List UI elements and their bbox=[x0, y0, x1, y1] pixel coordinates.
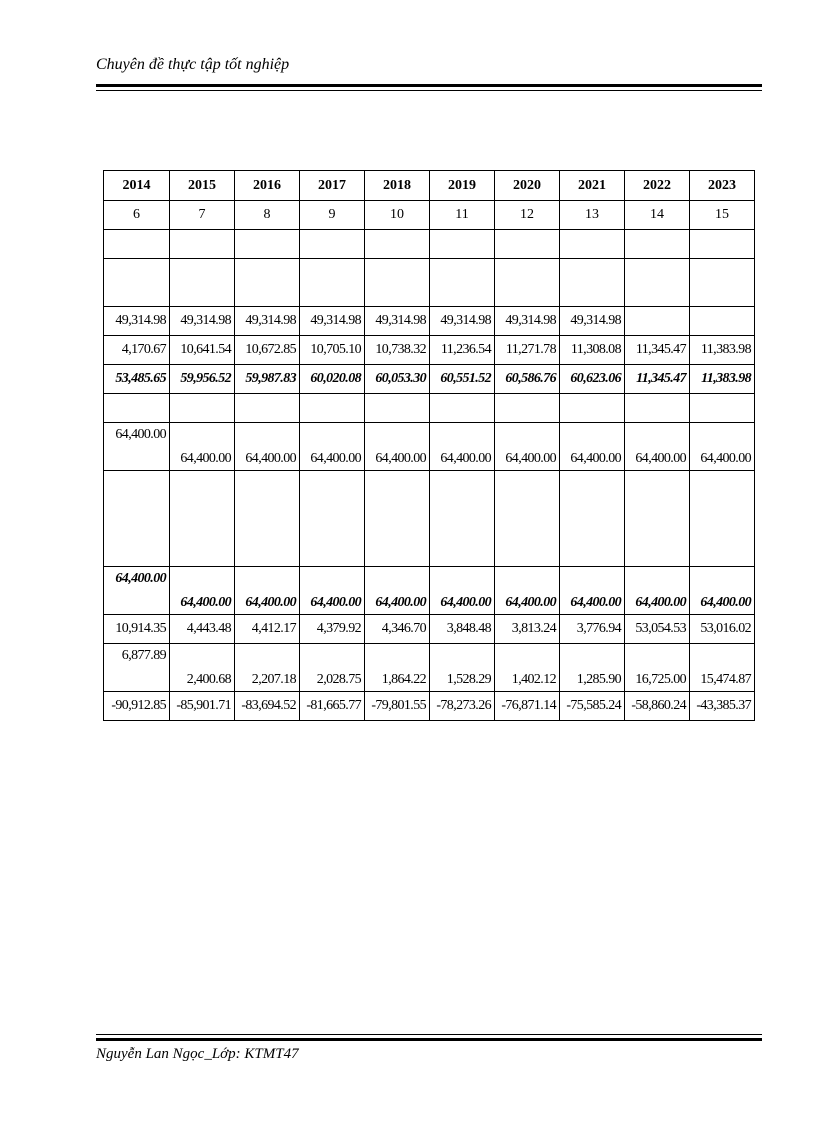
table-cell: 1,864.22 bbox=[365, 644, 430, 692]
table-cell: 2014 bbox=[104, 171, 170, 201]
table-cell bbox=[300, 259, 365, 307]
table-cell: 10,738.32 bbox=[365, 336, 430, 365]
table-cell: 64,400.00 bbox=[560, 423, 625, 471]
table-cell: 64,400.00 bbox=[690, 423, 755, 471]
table-cell bbox=[104, 394, 170, 423]
table-cell bbox=[300, 230, 365, 259]
table-cell: 2018 bbox=[365, 171, 430, 201]
table-cell: 53,016.02 bbox=[690, 615, 755, 644]
table-cell: 64,400.00 bbox=[495, 567, 560, 615]
table-cell: 9 bbox=[300, 201, 365, 230]
table-cell: 4,346.70 bbox=[365, 615, 430, 644]
table-cell bbox=[235, 230, 300, 259]
table-cell: 64,400.00 bbox=[430, 567, 495, 615]
table-cell: 2016 bbox=[235, 171, 300, 201]
table-cell: 4,379.92 bbox=[300, 615, 365, 644]
table-cell: 8 bbox=[235, 201, 300, 230]
table-cell bbox=[235, 471, 300, 567]
table-cell: 49,314.98 bbox=[560, 307, 625, 336]
table-cell: 59,956.52 bbox=[170, 365, 235, 394]
table-cell bbox=[625, 230, 690, 259]
table-cell: 2,028.75 bbox=[300, 644, 365, 692]
table-cell bbox=[690, 394, 755, 423]
table-cell bbox=[170, 394, 235, 423]
table-cell: 11,271.78 bbox=[495, 336, 560, 365]
table-cell: 4,443.48 bbox=[170, 615, 235, 644]
table-cell: 7 bbox=[170, 201, 235, 230]
table-cell: -43,385.37 bbox=[690, 692, 755, 721]
table-cell: 59,987.83 bbox=[235, 365, 300, 394]
table-cell bbox=[690, 471, 755, 567]
financial-table bbox=[103, 170, 755, 721]
table-cell: 64,400.00 bbox=[365, 567, 430, 615]
blank-row bbox=[104, 471, 755, 567]
table-cell bbox=[690, 307, 755, 336]
table-cell bbox=[495, 259, 560, 307]
table-cell: 64,400.00 bbox=[170, 423, 235, 471]
table-cell: 10,914.35 bbox=[104, 615, 170, 644]
data-row-d bbox=[104, 423, 755, 471]
blank-row bbox=[104, 230, 755, 259]
data-row-b bbox=[104, 336, 755, 365]
table-cell: 2021 bbox=[560, 171, 625, 201]
data-row-total-e bbox=[104, 567, 755, 615]
table-cell: 14 bbox=[625, 201, 690, 230]
table-cell: 64,400.00 bbox=[495, 423, 560, 471]
footer-rule-thick bbox=[96, 1038, 762, 1041]
table-cell: 64,400.00 bbox=[625, 423, 690, 471]
table-cell: 49,314.98 bbox=[235, 307, 300, 336]
table-cell: 2017 bbox=[300, 171, 365, 201]
table-cell: 60,020.08 bbox=[300, 365, 365, 394]
table-cell: 60,586.76 bbox=[495, 365, 560, 394]
table-cell: 3,776.94 bbox=[560, 615, 625, 644]
table-cell bbox=[170, 259, 235, 307]
table-cell bbox=[170, 471, 235, 567]
table-cell bbox=[235, 259, 300, 307]
table-cell: 11,383.98 bbox=[690, 336, 755, 365]
table-cell: 49,314.98 bbox=[430, 307, 495, 336]
table-cell: 60,053.30 bbox=[365, 365, 430, 394]
data-row-h bbox=[104, 692, 755, 721]
table-cell bbox=[430, 394, 495, 423]
table-cell: 49,314.98 bbox=[300, 307, 365, 336]
table-cell bbox=[690, 230, 755, 259]
table-cell bbox=[560, 230, 625, 259]
table-cell: -58,860.24 bbox=[625, 692, 690, 721]
table-cell: 2022 bbox=[625, 171, 690, 201]
page-footer-author: Nguyễn Lan Ngọc_Lớp: KTMT47 bbox=[96, 1046, 299, 1062]
table-cell bbox=[430, 259, 495, 307]
table-cell: 6 bbox=[104, 201, 170, 230]
table-cell: 1,285.90 bbox=[560, 644, 625, 692]
table-cell: 11 bbox=[430, 201, 495, 230]
table-cell bbox=[430, 230, 495, 259]
footer-rule-thin bbox=[96, 1034, 762, 1035]
table-cell: 64,400.00 bbox=[690, 567, 755, 615]
table-cell: 11,236.54 bbox=[430, 336, 495, 365]
table-cell: 2,207.18 bbox=[235, 644, 300, 692]
year-row bbox=[104, 171, 755, 201]
table-cell: 64,400.00 bbox=[104, 423, 170, 471]
data-row-f bbox=[104, 615, 755, 644]
table-cell: 10,672.85 bbox=[235, 336, 300, 365]
table-cell: 64,400.00 bbox=[104, 567, 170, 615]
table-cell: 64,400.00 bbox=[625, 567, 690, 615]
table-cell: 49,314.98 bbox=[365, 307, 430, 336]
table-cell: 2015 bbox=[170, 171, 235, 201]
table-cell: 2,400.68 bbox=[170, 644, 235, 692]
table-cell: 64,400.00 bbox=[235, 423, 300, 471]
table-cell bbox=[104, 471, 170, 567]
table-cell bbox=[690, 259, 755, 307]
table-cell: 10,641.54 bbox=[170, 336, 235, 365]
table-cell: 64,400.00 bbox=[170, 567, 235, 615]
table-cell: 64,400.00 bbox=[365, 423, 430, 471]
table-cell bbox=[625, 259, 690, 307]
table-cell: 10 bbox=[365, 201, 430, 230]
table-cell: 64,400.00 bbox=[300, 423, 365, 471]
header-rule-thin bbox=[96, 90, 762, 91]
table-cell bbox=[430, 471, 495, 567]
table-cell: 10,705.10 bbox=[300, 336, 365, 365]
table-cell: 1,402.12 bbox=[495, 644, 560, 692]
table-cell: -75,585.24 bbox=[560, 692, 625, 721]
table-cell bbox=[365, 471, 430, 567]
table-cell: 2020 bbox=[495, 171, 560, 201]
table-cell bbox=[365, 259, 430, 307]
table-cell: 49,314.98 bbox=[104, 307, 170, 336]
table-cell: 12 bbox=[495, 201, 560, 230]
table-cell bbox=[300, 471, 365, 567]
blank-row bbox=[104, 394, 755, 423]
table-cell: 15 bbox=[690, 201, 755, 230]
table-cell: 15,474.87 bbox=[690, 644, 755, 692]
data-row-a bbox=[104, 307, 755, 336]
table-cell: 11,345.47 bbox=[625, 336, 690, 365]
table-cell: 4,170.67 bbox=[104, 336, 170, 365]
table-cell: -90,912.85 bbox=[104, 692, 170, 721]
table-cell: 64,400.00 bbox=[560, 567, 625, 615]
table-cell: 3,813.24 bbox=[495, 615, 560, 644]
table-cell: -78,273.26 bbox=[430, 692, 495, 721]
table-cell bbox=[495, 471, 560, 567]
table-cell: 64,400.00 bbox=[235, 567, 300, 615]
table-cell bbox=[560, 471, 625, 567]
table-cell bbox=[495, 230, 560, 259]
table-cell: 11,383.98 bbox=[690, 365, 755, 394]
table-cell: 1,528.29 bbox=[430, 644, 495, 692]
table-cell: 49,314.98 bbox=[170, 307, 235, 336]
table-cell bbox=[104, 230, 170, 259]
table-cell: -83,694.52 bbox=[235, 692, 300, 721]
table-cell: 53,485.65 bbox=[104, 365, 170, 394]
table-cell: 4,412.17 bbox=[235, 615, 300, 644]
table-cell: 2019 bbox=[430, 171, 495, 201]
table-cell: 11,308.08 bbox=[560, 336, 625, 365]
table-cell: 64,400.00 bbox=[300, 567, 365, 615]
table-cell: 13 bbox=[560, 201, 625, 230]
table-cell: 64,400.00 bbox=[430, 423, 495, 471]
table-cell: -76,871.14 bbox=[495, 692, 560, 721]
table-cell: -81,665.77 bbox=[300, 692, 365, 721]
table-cell bbox=[365, 230, 430, 259]
data-row-total-c bbox=[104, 365, 755, 394]
table-cell: -79,801.55 bbox=[365, 692, 430, 721]
table-cell bbox=[104, 259, 170, 307]
page-header-title: Chuyên đề thực tập tốt nghiệp bbox=[96, 56, 290, 73]
table-cell bbox=[560, 394, 625, 423]
table-cell: 53,054.53 bbox=[625, 615, 690, 644]
table-cell: -85,901.71 bbox=[170, 692, 235, 721]
table-cell bbox=[625, 394, 690, 423]
table-cell bbox=[625, 471, 690, 567]
table-cell: 2023 bbox=[690, 171, 755, 201]
blank-row bbox=[104, 259, 755, 307]
table-cell bbox=[625, 307, 690, 336]
table-cell: 49,314.98 bbox=[495, 307, 560, 336]
table-cell: 6,877.89 bbox=[104, 644, 170, 692]
table-cell: 16,725.00 bbox=[625, 644, 690, 692]
table-cell: 3,848.48 bbox=[430, 615, 495, 644]
index-row bbox=[104, 201, 755, 230]
table-cell bbox=[495, 394, 560, 423]
table-cell: 60,623.06 bbox=[560, 365, 625, 394]
table-cell bbox=[235, 394, 300, 423]
table-cell: 11,345.47 bbox=[625, 365, 690, 394]
header-rule-thick bbox=[96, 84, 762, 87]
data-row-g bbox=[104, 644, 755, 692]
table-cell bbox=[170, 230, 235, 259]
table-cell: 60,551.52 bbox=[430, 365, 495, 394]
table-cell bbox=[560, 259, 625, 307]
table-cell bbox=[300, 394, 365, 423]
table-cell bbox=[365, 394, 430, 423]
